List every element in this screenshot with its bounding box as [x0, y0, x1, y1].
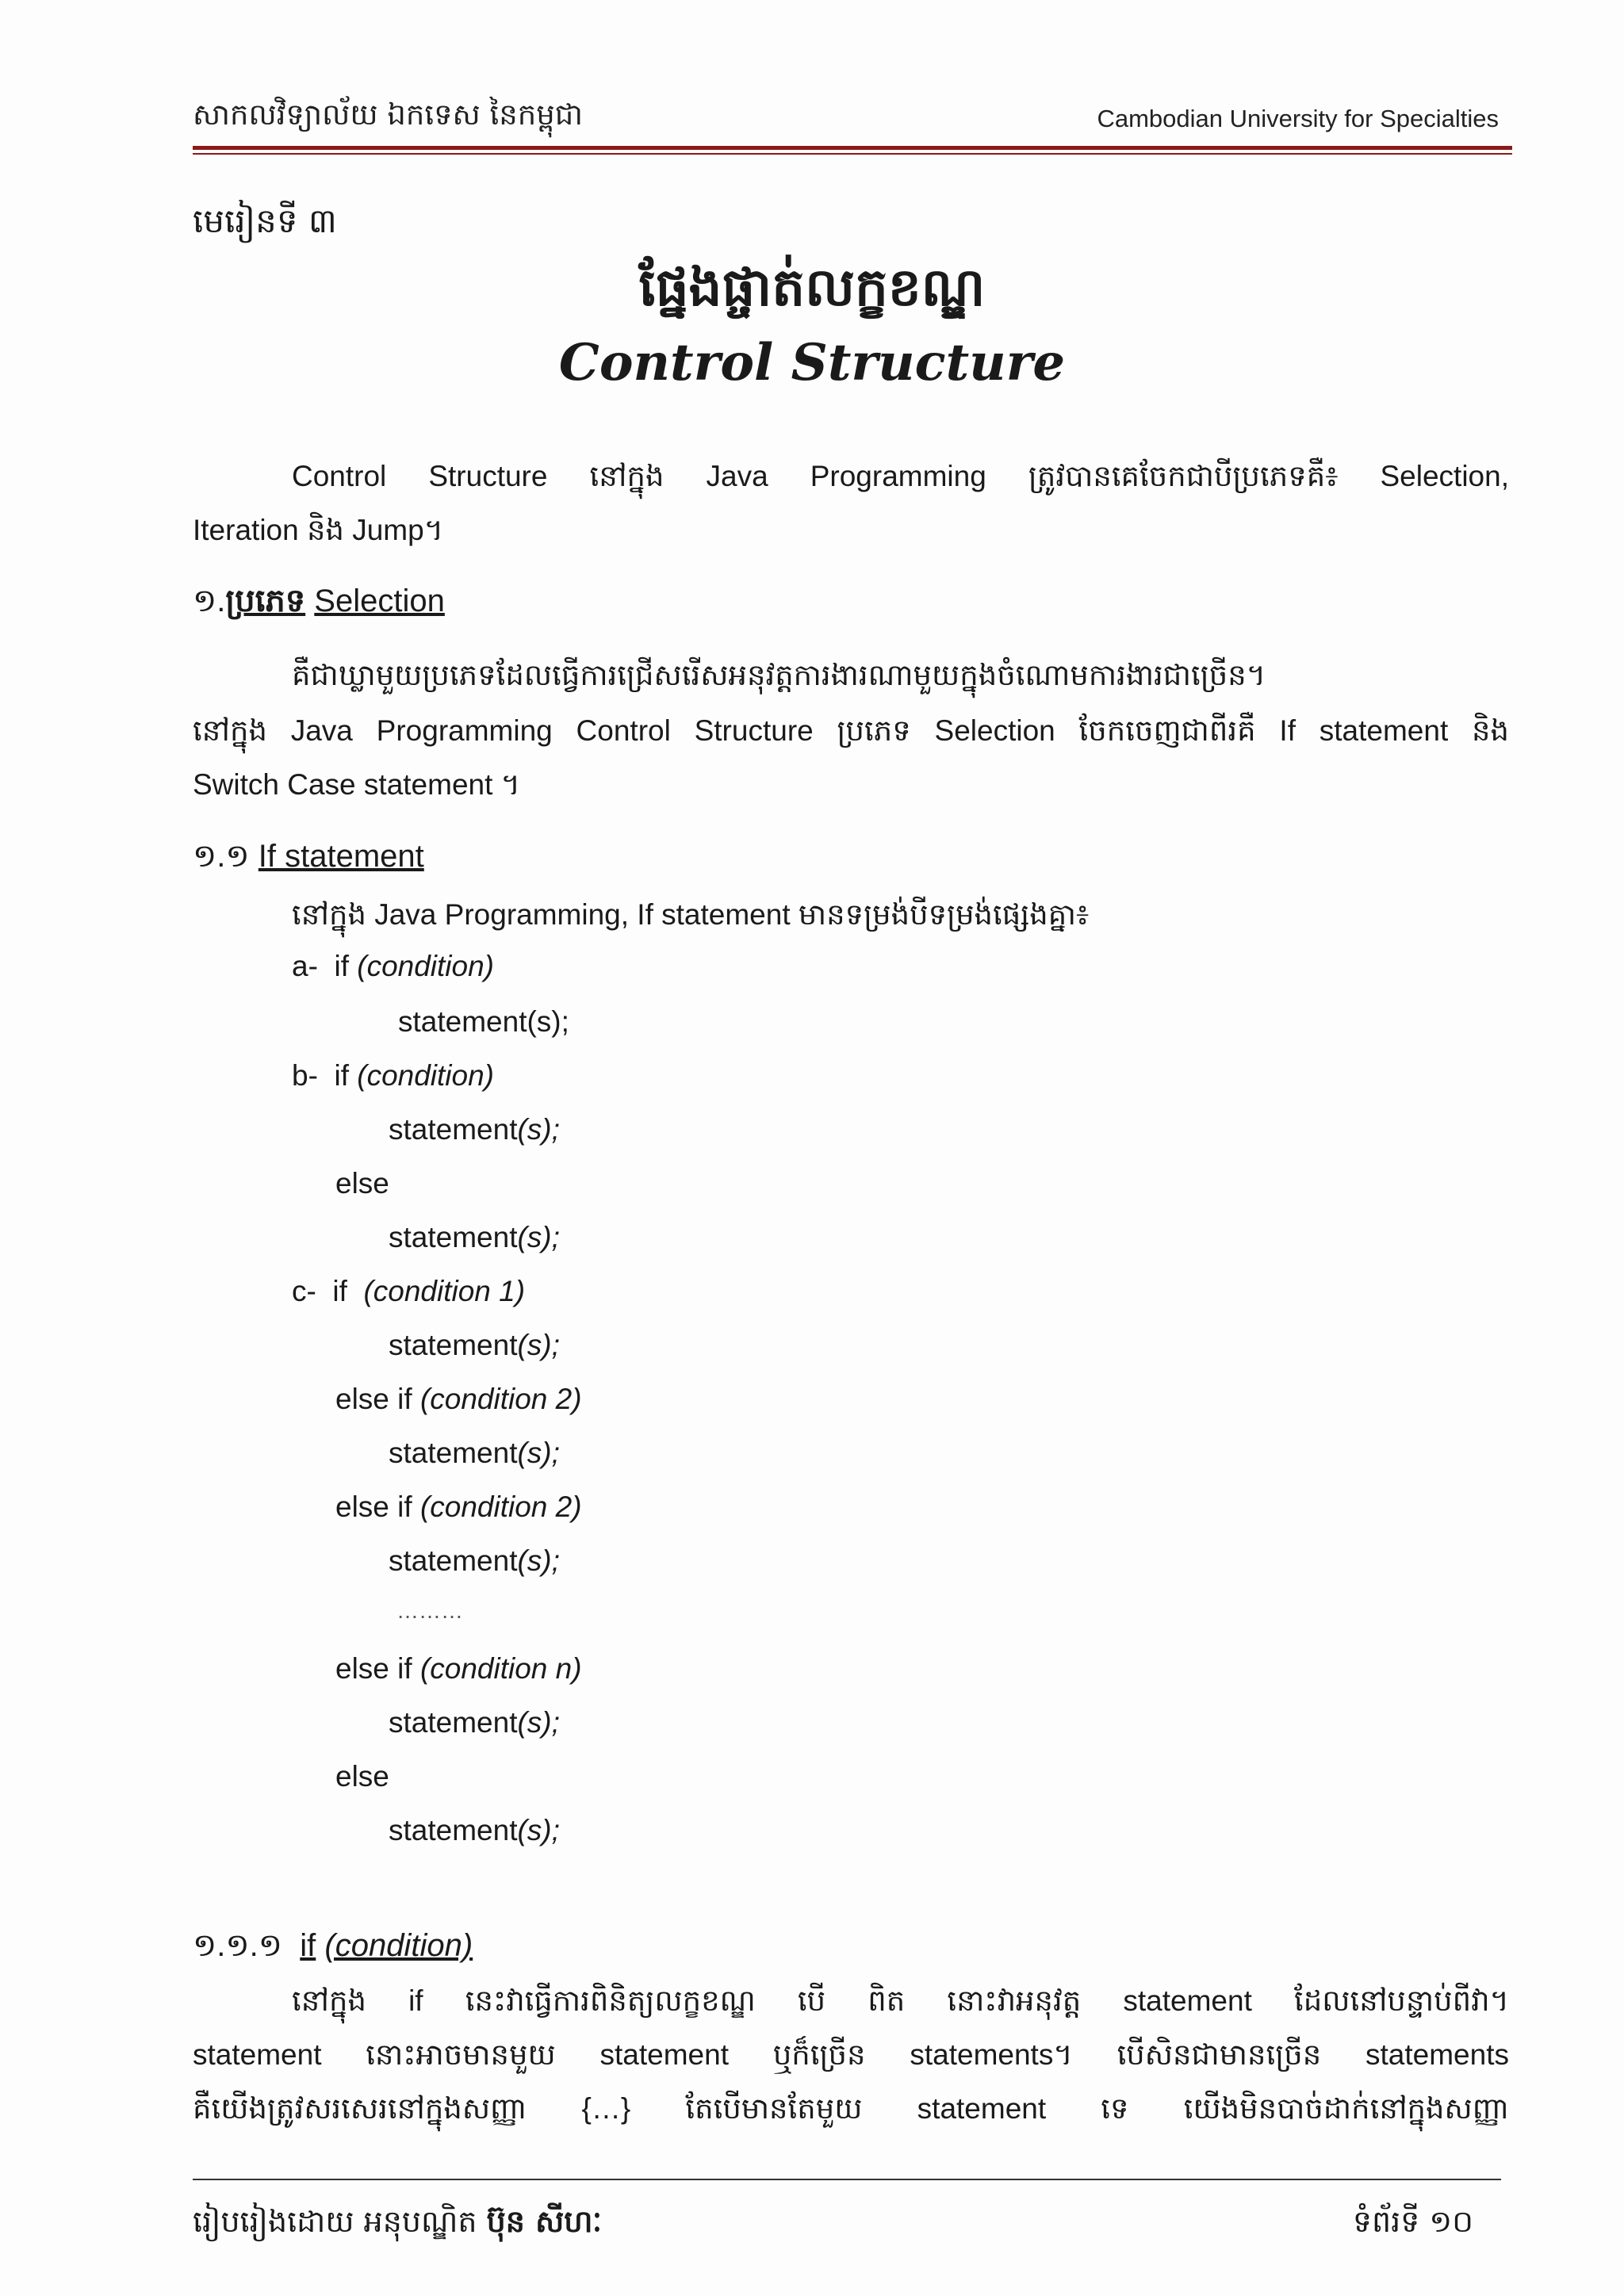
- section-1-heading: [193, 580, 445, 627]
- page-title-km: ផ្នែងផ្ចាត់លក្ខខណ្ឌ: [638, 257, 986, 318]
- code-s-suffix: (s);: [517, 1221, 560, 1253]
- section-1-line-2: នៅក្នុង Java Programming Control Structure ប្រភេទ Selection ចែកចេញជាពីរគឺ If statement និង: [193, 714, 1509, 747]
- header-university-en: Cambodian University for Specialties: [1097, 105, 1499, 132]
- section-1-1-1-condition: (condition): [324, 1928, 473, 1963]
- footer-author-prefix: រៀបរៀងដោយ អនុបណ្ឌិត: [193, 2204, 477, 2239]
- code-b-statement-1: [389, 1113, 560, 1146]
- code-c-statement-1: [389, 1329, 560, 1362]
- intro-line-2: Iteration និង Jump។: [193, 514, 444, 546]
- code-b-statement-2: [389, 1221, 560, 1254]
- header-university-km: សាកលវិទ្យាល័យ ឯកទេស នៃកម្ពុជា: [193, 98, 583, 132]
- lesson-number: មេរៀនទី ៣: [193, 201, 337, 240]
- code-s-suffix: (s);: [517, 1329, 560, 1361]
- code-else-if: else if: [335, 1383, 412, 1415]
- code-c-statement-4: [389, 1706, 560, 1739]
- code-condition: (condition): [357, 1059, 495, 1092]
- code-condition-2: (condition 2): [419, 1383, 582, 1415]
- code-s-suffix: (s);: [517, 1706, 560, 1739]
- code-statement-word: statement: [389, 1221, 518, 1253]
- code-c-else-if-1: [335, 1383, 582, 1416]
- code-c-label: c-: [292, 1275, 316, 1307]
- code-c-else-if-2: [335, 1490, 582, 1524]
- code-b-label: b-: [292, 1059, 318, 1092]
- section-1-1-intro: នៅក្នុង Java Programming, If statement មានទម្រង់បីទម្រង់ផ្សេងគ្នា៖: [292, 898, 1090, 931]
- section-1-1-1-line-2: statement នោះអាចមានមួយ statement ឬក៏ច្រើន statements។ បើសិនជាមានច្រើន statements: [193, 2038, 1509, 2071]
- code-statement-word: statement: [389, 1544, 518, 1577]
- code-b-else: else: [335, 1167, 389, 1200]
- section-1-1-1-if: if: [300, 1928, 316, 1963]
- code-statement-word: statement: [389, 1437, 518, 1469]
- code-statement-word: statement: [389, 1814, 518, 1846]
- section-1-line-3: Switch Case statement ។: [193, 768, 521, 801]
- section-1-title-km: ប្រភេទ: [225, 583, 306, 619]
- code-condition: (condition): [357, 950, 495, 982]
- section-1-1-number: ១.១: [193, 839, 250, 874]
- code-if: if: [334, 950, 349, 982]
- code-if: if: [332, 1275, 347, 1307]
- footer-author: [193, 2202, 602, 2247]
- code-condition-1: (condition 1): [363, 1275, 526, 1307]
- section-1-1-1-line-3: គឺយើងត្រូវសរសេរនៅក្នុងសញ្ញា {…} តែបើមានតែមួយ statement ទេ យើងមិនបាច់ដាក់នៅក្នុងសញ្ញា: [193, 2092, 1509, 2125]
- code-a-line: [292, 950, 494, 983]
- header-rule-thin: [193, 153, 1512, 155]
- section-1-1-1-heading: [193, 1925, 473, 1972]
- code-else-if: else if: [335, 1652, 412, 1685]
- code-s-suffix: (s);: [517, 1814, 560, 1846]
- code-if: if: [334, 1059, 349, 1092]
- code-a-statement: statement(s);: [398, 1005, 569, 1038]
- code-condition-2: (condition 2): [419, 1490, 582, 1523]
- code-c-statement-5: [389, 1814, 560, 1847]
- code-s-suffix: (s);: [517, 1113, 560, 1146]
- code-s-suffix: (s);: [517, 1544, 560, 1577]
- code-c-statement-2: [389, 1437, 560, 1470]
- code-b-line: [292, 1059, 494, 1093]
- code-else-if: else if: [335, 1490, 412, 1523]
- section-1-1-title: If statement: [258, 839, 424, 874]
- code-c-statement-3: [389, 1544, 560, 1578]
- footer-page-number: ទំព័រទី ១០: [1352, 2204, 1473, 2239]
- code-a-label: a-: [292, 950, 318, 982]
- intro-line-1: Control Structure នៅក្នុង Java Programming ត្រូវបានគេចែកជាបីប្រភេទគឺ៖ Selection,: [292, 460, 1509, 492]
- code-c-else-if-n: [335, 1652, 582, 1686]
- section-1-title-en: Selection: [314, 584, 445, 618]
- code-statement-word: statement: [389, 1706, 518, 1739]
- page-title-en: Control Structure: [558, 333, 1066, 392]
- code-statement-word: statement: [389, 1329, 518, 1361]
- section-1-1-heading: [193, 836, 424, 882]
- section-1-1-1-number: ១.១.១: [193, 1928, 283, 1963]
- section-1-line-1: គឺជាឃ្លាមួយប្រភេទដែលធ្វើការជ្រើសរើសអនុវត្តការងារណាមួយក្នុងចំណោមការងារជាច្រើន។: [292, 659, 1266, 691]
- section-1-1-1-line-1: នៅក្នុង if នេះវាធ្វើការពិនិត្យលក្ខខណ្ឌ បើ ពិត នោះវាអនុវត្ត statement ដែលនៅបន្ទាប់ពីវា។: [292, 1984, 1509, 2017]
- code-condition-n: (condition n): [419, 1652, 582, 1685]
- code-s-suffix: (s);: [517, 1437, 560, 1469]
- header-rule: [193, 146, 1512, 150]
- code-ellipsis: ………: [396, 1598, 463, 1623]
- code-c-line: [292, 1275, 525, 1308]
- code-statement-word: statement: [389, 1113, 518, 1146]
- code-c-else: else: [335, 1760, 389, 1793]
- section-1-number: ១.: [193, 584, 226, 618]
- footer-author-name: ប៊ុន សីហៈ: [486, 2204, 603, 2239]
- footer-rule: [193, 2179, 1501, 2180]
